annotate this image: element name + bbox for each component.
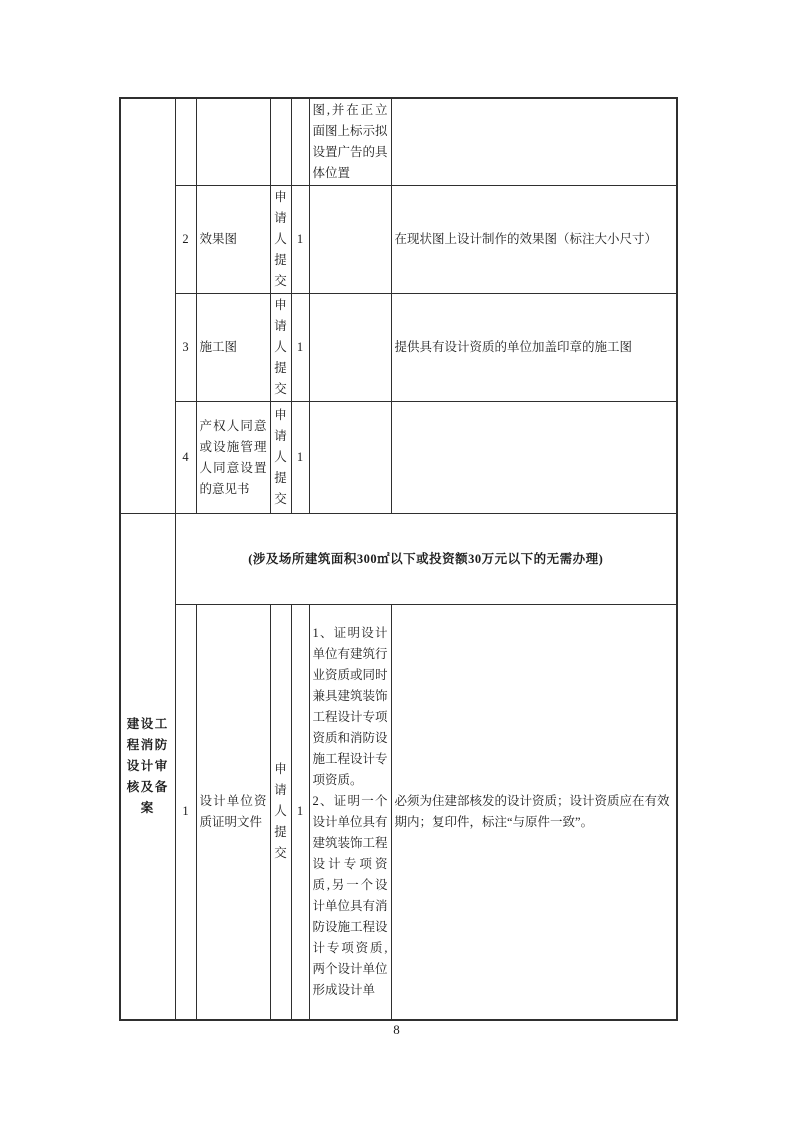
copies-cell: 1 [291,186,309,294]
table-row-material-2 [120,186,677,294]
copies-cell: 1 [291,294,309,402]
table-row-material-3 [120,294,677,402]
row-no-cell [175,98,196,186]
submitter-cell [270,98,291,186]
page-number: 8 [393,1022,400,1037]
requirement-note-item-2: 2、证明一个设计单位具有建筑装饰工程设计专项资质,另一个设计单位具有消防设施工程设计专项资质,两个设计单位形成设计单 [312,793,388,997]
copies-cell: 1 [291,402,309,514]
requirement-note-cell: 图,并在正立面图上标示拟设置广告的具体位置 [309,98,391,186]
category-cell-empty [120,98,175,514]
requirement-note-cell [309,402,391,514]
submitter-cell: 申请人提交 [270,402,291,514]
row-no-cell: 2 [175,186,196,294]
material-name-cell: 产权人同意或设施管理人同意设置的意见书 [196,402,270,514]
submitter-cell: 申请人提交 [270,605,291,1020]
material-name-cell: 施工图 [196,294,270,402]
table-row-continuation [120,98,677,186]
requirement-note-cell [309,605,391,1020]
requirement-note-cell [309,294,391,402]
table-row-notice [120,514,677,605]
row-no-cell: 4 [175,402,196,514]
exemption-notice: (涉及场所建筑面积300㎡以下或投资额30万元以下的无需办理) [175,514,677,605]
description-cell: 在现状图上设计制作的效果图（标注大小尺寸） [391,186,677,294]
copies-cell: 1 [291,605,309,1020]
description-cell [391,98,677,186]
submitter-cell: 申请人提交 [270,294,291,402]
description-cell: 提供具有设计资质的单位加盖印章的施工图 [391,294,677,402]
submitter-cell: 申请人提交 [270,186,291,294]
table-row-material-4 [120,402,677,514]
material-name-cell [196,98,270,186]
material-name-cell: 设计单位资质证明文件 [196,605,270,1020]
description-cell [391,402,677,514]
row-no-cell: 3 [175,294,196,402]
material-name-cell: 效果图 [196,186,270,294]
category-cell-fire-design: 建设工程消防设计审核及备案 [120,514,175,1020]
materials-table [119,97,678,1021]
copies-cell [291,98,309,186]
row-no-cell: 1 [175,605,196,1020]
requirement-note-item-1: 1、证明设计单位有建筑行业资质或同时兼具建筑装饰工程设计专项资质和消防设施工程设计专项资质。 [312,625,388,787]
table-row-material-fire-1 [120,605,677,1020]
description-cell: 必须为住建部核发的设计资质；设计资质应在有效期内；复印件，标注“与原件一致”。 [391,605,677,1020]
requirement-note-cell [309,186,391,294]
